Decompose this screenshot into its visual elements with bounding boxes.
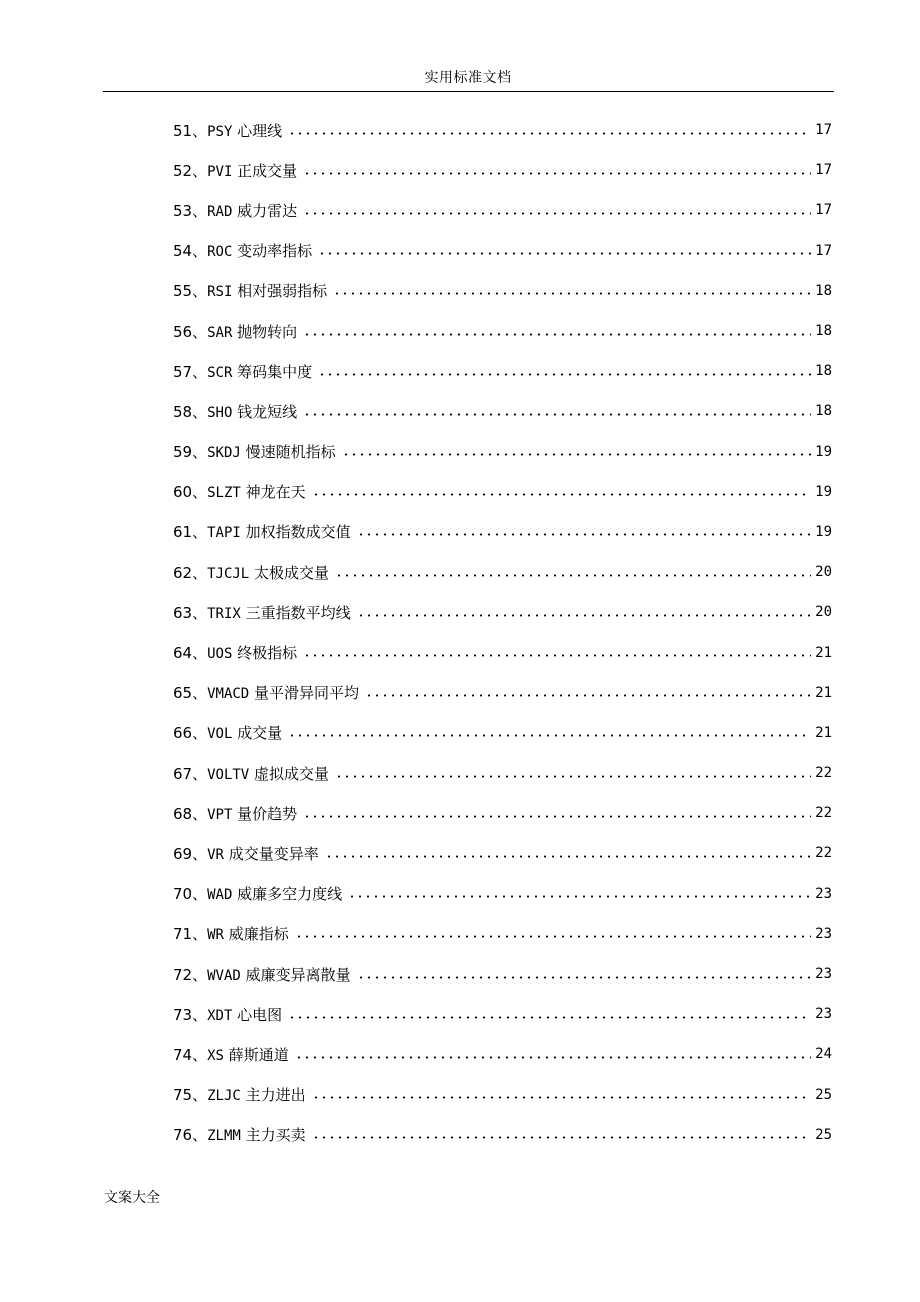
toc-entry-title <box>173 682 365 703</box>
toc-page-number: 17 <box>815 202 832 219</box>
toc-dot-leader <box>312 1092 812 1104</box>
toc-page-number: 22 <box>815 765 832 782</box>
toc-entry-name: 薛斯通道 <box>228 1045 289 1064</box>
toc-entry-abbreviation: VPT <box>207 806 233 823</box>
toc-entry-name: 加权指数成交值 <box>245 523 351 542</box>
toc-entry-number: 68、 <box>173 804 208 823</box>
toc-entry-abbreviation: SCR <box>207 364 233 381</box>
toc-entry-name: 三重指数平均线 <box>245 603 351 622</box>
toc-entry-title <box>173 883 348 904</box>
toc-dot-leader <box>348 891 811 903</box>
toc-page-number: 17 <box>815 242 832 259</box>
toc-entry-abbreviation: SLZT <box>207 485 241 502</box>
toc-entry-abbreviation: XS <box>207 1047 224 1064</box>
toc-entry-name: 变动率指标 <box>237 242 313 261</box>
toc-entry-abbreviation: WR <box>207 927 224 944</box>
toc-entry-title <box>173 160 303 181</box>
toc-entry-title <box>173 521 357 542</box>
toc-entry-name: 正成交量 <box>237 161 298 180</box>
toc-entry-name: 主力买卖 <box>245 1126 306 1145</box>
toc-page-number: 17 <box>815 162 832 179</box>
toc-entry-abbreviation: VOL <box>207 726 233 743</box>
toc-page-number: 21 <box>815 684 832 701</box>
toc-entry-name: 成交量变异率 <box>228 844 319 863</box>
toc-entry-abbreviation: TAPI <box>207 525 241 542</box>
toc-entry-number: 63、 <box>173 603 208 622</box>
toc-page-number: 22 <box>815 845 832 862</box>
toc-dot-leader <box>295 1051 811 1063</box>
toc-entry[interactable] <box>173 1075 832 1115</box>
toc-entry-number: 58、 <box>173 402 208 421</box>
toc-page-number: 20 <box>815 604 832 621</box>
toc-page-number: 25 <box>815 1126 832 1143</box>
toc-entry[interactable] <box>173 793 832 833</box>
toc-entry-name: 威廉指标 <box>228 925 289 944</box>
toc-entry-title <box>173 722 288 743</box>
toc-entry-abbreviation: ROC <box>207 244 233 261</box>
toc-entry-name: 心电图 <box>237 1005 283 1024</box>
toc-page-number: 18 <box>815 363 832 380</box>
toc-entry[interactable] <box>173 231 832 271</box>
toc-entry-title <box>173 401 303 422</box>
toc-entry-number: 74、 <box>173 1045 208 1064</box>
toc-entry-number: 66、 <box>173 724 208 743</box>
toc-entry-name: 钱龙短线 <box>237 402 298 421</box>
toc-dot-leader <box>295 931 811 943</box>
toc-entry-title <box>173 803 303 824</box>
toc-page-number: 21 <box>815 724 832 741</box>
toc-entry-number: 72、 <box>173 965 208 984</box>
toc-entry[interactable] <box>173 271 832 311</box>
toc-entry[interactable] <box>173 110 832 150</box>
toc-entry[interactable] <box>173 552 832 592</box>
toc-entry-abbreviation: SHO <box>207 404 233 421</box>
toc-entry-number: 61、 <box>173 523 208 542</box>
toc-entry-number: 67、 <box>173 764 208 783</box>
toc-entry[interactable] <box>173 190 832 230</box>
toc-entry-title <box>173 964 357 985</box>
toc-entry[interactable] <box>173 994 832 1034</box>
toc-page-number: 18 <box>815 282 832 299</box>
toc-entry-name: 成交量 <box>237 724 283 743</box>
toc-entry-name: 虚拟成交量 <box>254 764 330 783</box>
toc-entry-title <box>173 441 342 462</box>
toc-entry-number: 75、 <box>173 1086 208 1105</box>
header-rule <box>103 91 834 92</box>
toc-entry-abbreviation: WVAD <box>207 967 241 984</box>
toc-entry-title <box>173 642 303 663</box>
table-of-contents <box>173 110 832 1155</box>
toc-entry[interactable] <box>173 1034 832 1074</box>
toc-entry-number: 71、 <box>173 925 208 944</box>
toc-dot-leader <box>357 609 812 621</box>
toc-entry-number: 60、 <box>173 483 208 502</box>
toc-dot-leader <box>303 810 811 822</box>
toc-entry-title <box>173 1124 312 1145</box>
toc-entry-abbreviation: SKDJ <box>207 445 241 462</box>
toc-entry-title <box>173 321 303 342</box>
toc-dot-leader <box>288 730 811 742</box>
toc-entry[interactable] <box>173 592 832 632</box>
toc-entry-name: 威廉变异离散量 <box>245 965 351 984</box>
toc-page-number: 23 <box>815 1006 832 1023</box>
toc-dot-leader <box>303 167 811 179</box>
toc-entry-name: 筹码集中度 <box>237 362 313 381</box>
toc-entry-abbreviation: RSI <box>207 284 233 301</box>
toc-entry[interactable] <box>173 351 832 391</box>
toc-page-number: 17 <box>815 122 832 139</box>
toc-page-number: 18 <box>815 403 832 420</box>
toc-entry-number: 57、 <box>173 362 208 381</box>
toc-dot-leader <box>342 449 812 461</box>
toc-entry-number: 62、 <box>173 563 208 582</box>
toc-entry[interactable] <box>173 954 832 994</box>
toc-entry-abbreviation: VR <box>207 846 224 863</box>
toc-dot-leader <box>303 650 811 662</box>
toc-entry-abbreviation: ZLJC <box>207 1088 241 1105</box>
toc-entry[interactable] <box>173 311 832 351</box>
toc-dot-leader <box>318 248 811 260</box>
toc-entry-title <box>173 200 303 221</box>
toc-entry-abbreviation: UOS <box>207 646 233 663</box>
page-footer: 文案大全 <box>104 1190 160 1206</box>
toc-dot-leader <box>335 770 811 782</box>
toc-dot-leader <box>312 1132 812 1144</box>
toc-entry-title <box>173 120 288 141</box>
toc-entry-name: 相对强弱指标 <box>237 282 328 301</box>
toc-entry-name: 太极成交量 <box>254 563 330 582</box>
toc-page-number: 21 <box>815 644 832 661</box>
toc-entry-name: 抛物转向 <box>237 322 298 341</box>
toc-entry-number: 54、 <box>173 242 208 261</box>
toc-dot-leader <box>312 489 812 501</box>
toc-page-number: 19 <box>815 523 832 540</box>
toc-entry-name: 威力雷达 <box>237 201 298 220</box>
toc-dot-leader <box>288 1011 811 1023</box>
toc-dot-leader <box>318 368 811 380</box>
toc-entry-name: 量平滑异同平均 <box>254 684 360 703</box>
toc-page-number: 23 <box>815 966 832 983</box>
toc-entry-abbreviation: WAD <box>207 887 233 904</box>
toc-entry-number: 70、 <box>173 885 208 904</box>
toc-entry-title <box>173 280 333 301</box>
toc-dot-leader <box>335 569 811 581</box>
toc-entry-abbreviation: TRIX <box>207 605 241 622</box>
toc-dot-leader <box>325 850 811 862</box>
page-header: 实用标准文档 <box>424 70 512 86</box>
toc-entry-title <box>173 481 312 502</box>
toc-entry-title <box>173 240 318 261</box>
toc-entry-name: 主力进出 <box>245 1086 306 1105</box>
toc-page-number: 19 <box>815 483 832 500</box>
toc-entry-number: 56、 <box>173 322 208 341</box>
toc-entry[interactable] <box>173 391 832 431</box>
toc-entry-abbreviation: PVI <box>207 163 233 180</box>
toc-page-number: 23 <box>815 885 832 902</box>
toc-page-number: 23 <box>815 925 832 942</box>
toc-entry-title <box>173 1004 288 1025</box>
toc-entry-number: 51、 <box>173 121 208 140</box>
toc-entry[interactable] <box>173 713 832 753</box>
toc-entry[interactable] <box>173 833 832 873</box>
toc-dot-leader <box>357 529 812 541</box>
toc-entry-name: 慢速随机指标 <box>245 443 336 462</box>
toc-entry[interactable] <box>173 1115 832 1155</box>
toc-entry-abbreviation: PSY <box>207 123 233 140</box>
toc-page-number: 22 <box>815 805 832 822</box>
toc-entry-title <box>173 843 325 864</box>
toc-dot-leader <box>333 288 811 300</box>
toc-entry-number: 64、 <box>173 644 208 663</box>
toc-dot-leader <box>357 971 812 983</box>
toc-entry[interactable] <box>173 673 832 713</box>
toc-page-number: 18 <box>815 323 832 340</box>
toc-entry-abbreviation: SAR <box>207 324 233 341</box>
toc-entry-number: 65、 <box>173 684 208 703</box>
toc-entry-name: 量价趋势 <box>237 804 298 823</box>
toc-entry-number: 55、 <box>173 282 208 301</box>
toc-entry-title <box>173 361 318 382</box>
toc-dot-leader <box>365 690 811 702</box>
toc-entry-number: 69、 <box>173 844 208 863</box>
toc-dot-leader <box>303 408 811 420</box>
toc-entry-abbreviation: VMACD <box>207 686 250 703</box>
toc-page-number: 20 <box>815 564 832 581</box>
toc-entry-title <box>173 1044 295 1065</box>
toc-dot-leader <box>288 127 811 139</box>
toc-entry-abbreviation: VOLTV <box>207 766 250 783</box>
toc-entry-number: 52、 <box>173 161 208 180</box>
toc-entry-abbreviation: XDT <box>207 1007 233 1024</box>
toc-entry[interactable] <box>173 914 832 954</box>
toc-page-number: 25 <box>815 1086 832 1103</box>
toc-entry-abbreviation: ZLMM <box>207 1128 241 1145</box>
toc-entry[interactable] <box>173 150 832 190</box>
toc-entry-title <box>173 1084 312 1105</box>
toc-entry[interactable] <box>173 874 832 914</box>
toc-entry-title <box>173 562 335 583</box>
toc-entry[interactable] <box>173 472 832 512</box>
toc-entry-name: 威廉多空力度线 <box>237 885 343 904</box>
toc-entry-number: 59、 <box>173 443 208 462</box>
toc-entry[interactable] <box>173 753 832 793</box>
toc-page-number: 24 <box>815 1046 832 1063</box>
toc-entry-abbreviation: TJCJL <box>207 565 250 582</box>
toc-entry-title <box>173 923 295 944</box>
toc-dot-leader <box>303 328 811 340</box>
toc-dot-leader <box>303 207 811 219</box>
toc-entry[interactable] <box>173 632 832 672</box>
toc-entry-abbreviation: RAD <box>207 203 233 220</box>
toc-page-number: 19 <box>815 443 832 460</box>
toc-entry-number: 73、 <box>173 1005 208 1024</box>
toc-entry-name: 神龙在天 <box>245 483 306 502</box>
toc-entry-name: 心理线 <box>237 121 283 140</box>
toc-entry[interactable] <box>173 432 832 472</box>
toc-entry-number: 53、 <box>173 201 208 220</box>
toc-entry-title <box>173 602 357 623</box>
toc-entry[interactable] <box>173 512 832 552</box>
toc-entry-title <box>173 763 335 784</box>
toc-entry-number: 76、 <box>173 1126 208 1145</box>
toc-entry-name: 终极指标 <box>237 644 298 663</box>
